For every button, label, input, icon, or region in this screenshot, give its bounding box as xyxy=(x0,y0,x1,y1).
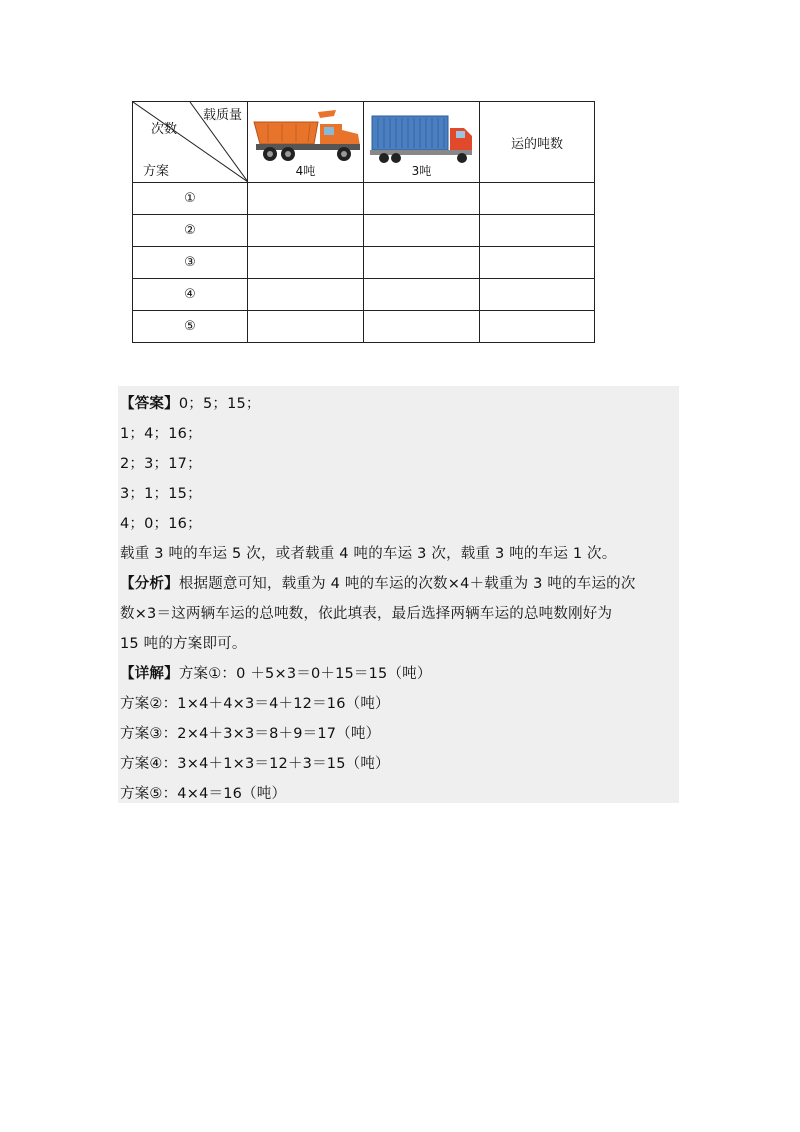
plan-number: ① xyxy=(133,183,248,215)
detail-tag: 【详解】 xyxy=(120,666,179,682)
answer-section xyxy=(118,386,679,803)
detail-plan-5: 方案⑤：4×4＝16（吨） xyxy=(120,786,287,802)
total-tons-header: 运的吨数 xyxy=(480,102,595,183)
empty-cell xyxy=(364,279,480,311)
answer-tag: 【答案】 xyxy=(120,396,179,412)
answer-values-line: 2；3；17； xyxy=(120,456,202,472)
empty-cell xyxy=(480,183,595,215)
analysis-text-2: 数×3＝这两辆车运的总吨数，依此填表，最后选择两辆车运的总吨数刚好为 xyxy=(120,606,613,622)
empty-cell xyxy=(248,215,364,247)
empty-cell xyxy=(248,311,364,343)
answer-values-line: 3；1；15； xyxy=(120,486,202,502)
plan-number: ④ xyxy=(133,279,248,311)
analysis-text-1: 根据题意可知，载重为 4 吨的车运的次数×4＋载重为 3 吨的车运的次 xyxy=(178,576,636,592)
container-truck-header-cell xyxy=(364,102,480,183)
header-load-label: 载质量 xyxy=(203,108,243,123)
empty-cell xyxy=(364,215,480,247)
analysis-tag: 【分析】 xyxy=(120,576,179,592)
table-row xyxy=(133,183,595,215)
detail-plan-2: 方案②：1×4＋4×3＝4＋12＝16（吨） xyxy=(120,696,390,712)
plan-number: ⑤ xyxy=(133,311,248,343)
truck-4t-label: 4吨 xyxy=(295,164,316,178)
analysis-line xyxy=(120,572,636,593)
answer-conclusion: 载重 3 吨的车运 5 次，或者载重 4 吨的车运 3 次，载重 3 吨的车运 1 次。 xyxy=(120,546,617,562)
empty-cell xyxy=(364,311,480,343)
empty-cell xyxy=(364,247,480,279)
table-row xyxy=(133,215,595,247)
answer-line xyxy=(120,392,261,413)
empty-cell xyxy=(248,279,364,311)
empty-cell xyxy=(480,247,595,279)
empty-cell xyxy=(248,183,364,215)
answer-values-line: 4；0；16； xyxy=(120,516,202,532)
analysis-text-3: 15 吨的方案即可。 xyxy=(120,636,247,652)
truck-3t-label: 3吨 xyxy=(411,164,432,178)
detail-line xyxy=(120,662,432,683)
diagonal-header-cell xyxy=(133,102,248,183)
detail-plan-4: 方案④：3×4＋1×3＝12＋3＝15（吨） xyxy=(120,756,390,772)
empty-cell xyxy=(480,215,595,247)
table-row xyxy=(133,247,595,279)
table-header-row xyxy=(133,102,595,183)
detail-plan-1: 方案①：0 ＋5×3＝0＋15＝15（吨） xyxy=(178,666,432,682)
header-plan-label: 方案 xyxy=(143,164,170,179)
plan-number: ② xyxy=(133,215,248,247)
empty-cell xyxy=(364,183,480,215)
detail-plan-3: 方案③：2×4＋3×3＝8＋9＝17（吨） xyxy=(120,726,381,742)
table-row xyxy=(133,311,595,343)
transport-plan-table xyxy=(132,101,595,343)
empty-cell xyxy=(480,311,595,343)
empty-cell xyxy=(480,279,595,311)
answer-values-line: 1；4；16； xyxy=(120,426,202,442)
dump-truck-header-cell xyxy=(248,102,364,183)
answer-first-values: 0；5；15； xyxy=(178,396,261,412)
table-row xyxy=(133,279,595,311)
header-trips-label: 次数 xyxy=(151,122,178,137)
empty-cell xyxy=(248,247,364,279)
plan-number: ③ xyxy=(133,247,248,279)
